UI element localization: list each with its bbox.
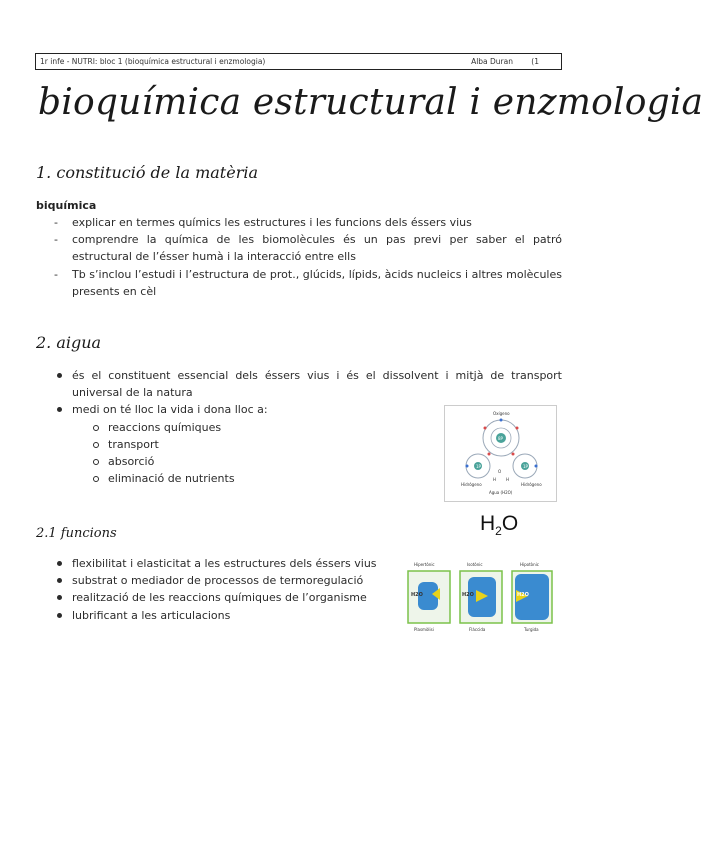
label-molecule: Agua (H2O) — [489, 490, 513, 495]
cell-h2o: H2O — [411, 592, 423, 598]
plant-cells-diagram — [404, 560, 554, 634]
sublist-item: reaccions químiques — [92, 419, 562, 436]
label-oxygen: Oxígeno — [493, 411, 510, 416]
label-o: O — [498, 469, 502, 474]
sublist-item: eliminació de nutrients — [92, 470, 562, 487]
section-2-1-list — [54, 555, 399, 624]
header-author: Alba Duran — [471, 57, 513, 66]
cell-top-label: Hipotònic — [520, 562, 539, 567]
cell-h2o: H2O — [462, 592, 474, 598]
cell-h2o: H2O — [517, 592, 529, 598]
list-item: lubrificant a les articulacions — [54, 607, 399, 624]
cell-top-label: Hipertònic — [414, 562, 435, 567]
label-hydrogen-right: Hidrógeno — [521, 482, 542, 487]
header-box — [35, 53, 562, 70]
section-2-1-heading: 2.1 funcions — [36, 526, 117, 541]
list-item: - comprendre la química de les biomolècules és un pas previ per saber el patró estructural de l’ésser humà i la interacció entre ells — [52, 231, 562, 265]
label-h-right: H — [506, 477, 510, 482]
sublist-item: absorció — [92, 453, 562, 470]
list-item: - explicar en termes químics les estructures i les funcions dels éssers vius — [52, 214, 562, 231]
label-h-left: H — [493, 477, 497, 482]
list-item: és el constituent essencial dels éssers vius i és el dissolvent i mitjà de transport universal de la natura — [54, 367, 562, 401]
list-item: substrat o mediador de processos de termoregulació — [54, 572, 399, 589]
formula-o: O — [501, 512, 519, 535]
section-1-label: biquímica — [36, 199, 97, 212]
label-hydrogen-left: Hidrógeno — [461, 482, 482, 487]
water-molecule-diagram — [445, 406, 556, 501]
list-item: flexibilitat i elasticitat a les estructures dels éssers vius — [54, 555, 399, 572]
section-1-list — [52, 214, 562, 300]
cell-bottom-label: Turgida — [524, 627, 539, 632]
list-item: - Tb s’inclou l’estudi i l’estructura de prot., glúcids, lípids, àcids nucleics i altres molècules presents en cèl — [52, 266, 562, 300]
water-molecule-figure — [444, 405, 557, 502]
header-page: (1 — [531, 57, 539, 66]
cell-bottom-label: Plasmòlisi — [414, 627, 434, 632]
cell-top-label: Isotònic — [467, 562, 483, 567]
list-item: realització de les reaccions químiques de l’organisme — [54, 589, 399, 606]
formula-h: H — [480, 512, 496, 535]
plant-cells-figure — [404, 560, 554, 634]
header-course: 1r infe - NUTRI: bloc 1 (bioquímica estructural i enzmologia) — [40, 57, 266, 66]
h2o-formula — [480, 512, 518, 538]
label-atom-o: 8P — [498, 436, 503, 441]
label-atom-h2: 1P — [523, 464, 528, 469]
sublist-item: transport — [92, 436, 562, 453]
page-title: bioquímica estructural i enzmologia — [38, 82, 703, 123]
list-item-text: medi on té lloc la vida i dona lloc a: — [72, 403, 268, 417]
section-2-heading: 2. aigua — [36, 333, 102, 352]
section-1-heading: 1. constitució de la matèria — [36, 163, 258, 182]
label-atom-h1: 1P — [476, 464, 481, 469]
formula-sub: 2 — [495, 524, 502, 539]
cell-bottom-label: Flàccida — [469, 627, 486, 632]
